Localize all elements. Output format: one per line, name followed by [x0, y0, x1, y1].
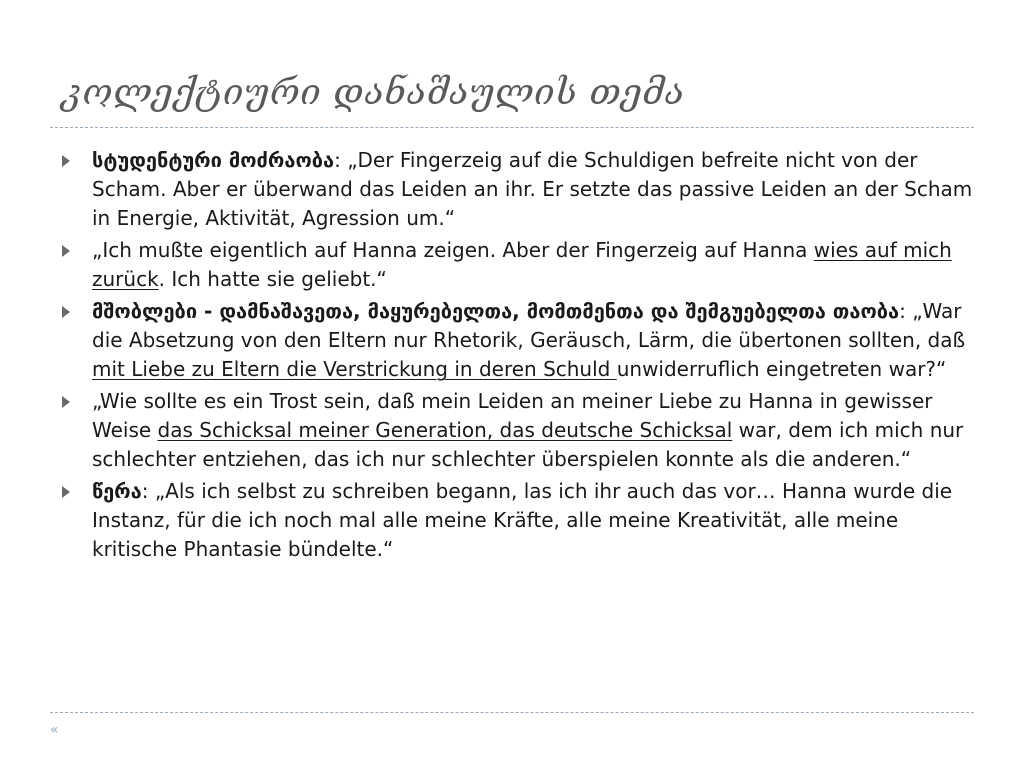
bullet-arrow-icon	[62, 245, 70, 257]
item-separator: :	[899, 299, 913, 323]
item-label: წერა	[92, 479, 142, 503]
bullet-item-hanna-quote	[62, 236, 974, 294]
item-text: „Ich mußte eigentlich auf Hanna zeigen. Aber der Fingerzeig auf Hanna	[92, 238, 814, 262]
bullet-item-parents	[62, 297, 974, 384]
item-text: „Wie sollte es ein Trost sein, daß mein Leiden an meiner Liebe zu Hanna in gewisser Weise	[92, 389, 933, 442]
bullet-arrow-icon	[62, 486, 70, 498]
item-label: მშობლები - დამნაშავეთა, მაყურებელთა, მომთმენთა და შემგუებელთა თაობა	[92, 299, 900, 323]
underlined-text: mit Liebe zu Eltern die Verstrickung in deren Schuld	[92, 357, 617, 381]
item-separator: :	[141, 479, 155, 503]
item-separator: :	[334, 148, 348, 172]
bullet-item-generation	[62, 387, 974, 474]
double-arrow-left-icon[interactable]: «	[50, 722, 59, 738]
item-label: სტუდენტური მოძრაობა	[92, 148, 335, 172]
item-text: „War die Absetzung von den Eltern nur Rhetorik, Geräusch, Lärm, die übertonen sollten, daß	[92, 299, 966, 352]
bullet-item-writing	[62, 477, 974, 564]
item-text-end: unwiderruflich eingetreten war?“	[616, 357, 947, 381]
bullet-arrow-icon	[62, 306, 70, 318]
item-text: „Der Fingerzeig auf die Schuldigen befreite nicht von der Scham. Aber er überwand das Leiden an ihr. Er setzte das passive Leiden an der Scham in Energie, Aktivität, Agression um.“	[92, 148, 973, 230]
item-text-end: war, dem ich mich nur schlechter entziehen, das ich nur schlechter überspielen konnte als die anderen.“	[92, 418, 964, 471]
underlined-text: wies auf mich zurück	[92, 238, 952, 291]
title-divider	[50, 127, 974, 128]
item-text-end: . Ich hatte sie geliebt.“	[158, 267, 387, 291]
footer-divider	[50, 712, 974, 713]
item-text: „Als ich selbst zu schreiben begann, las ich ihr auch das vor… Hanna wurde die Instanz, für die ich noch mal alle meine Kräfte, alle meine Kreativität, alle meine kritische Phantasie bündelte.“	[92, 479, 953, 561]
bullet-arrow-icon	[62, 396, 70, 408]
bullet-arrow-icon	[62, 155, 70, 167]
underlined-text: das Schicksal meiner Generation, das deutsche Schicksal	[157, 418, 733, 442]
bullet-list	[62, 146, 974, 567]
bullet-item-student-movement	[62, 146, 974, 233]
slide-title: კოლექტიური დანაშაულის თემა	[62, 72, 685, 113]
